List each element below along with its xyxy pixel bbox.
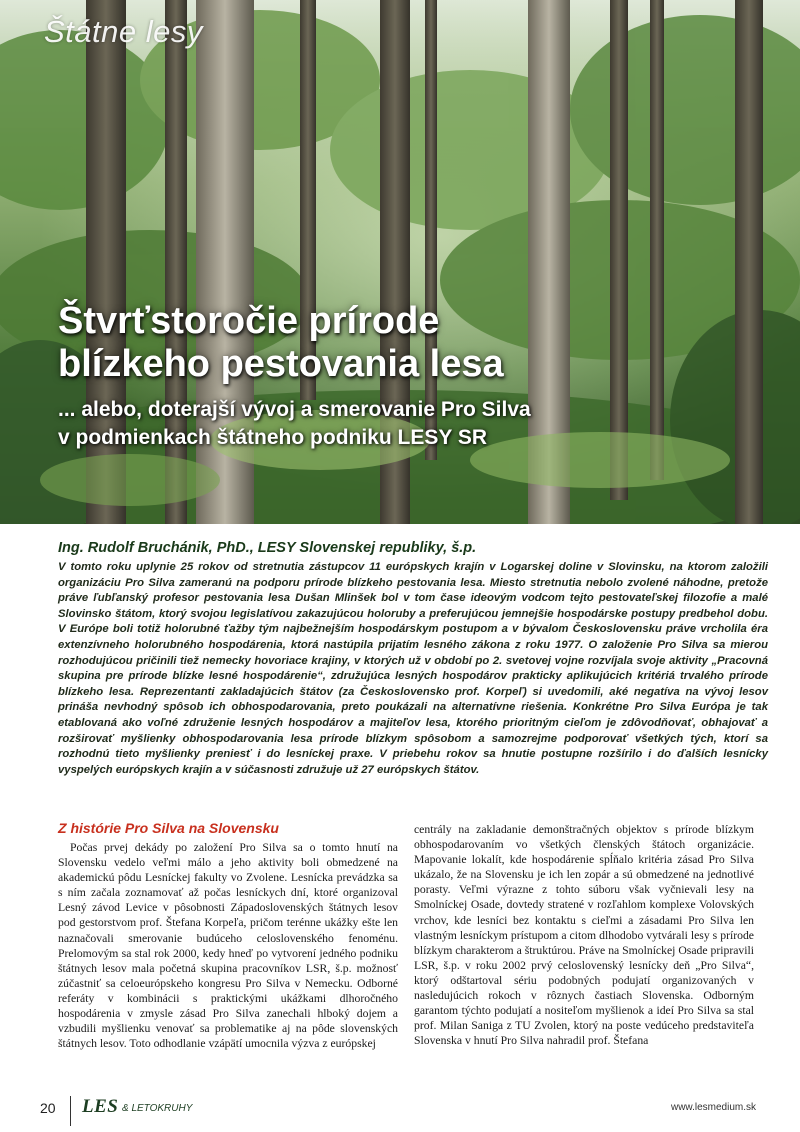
section-tag: Štátne lesy [44,14,203,49]
magazine-logo: LES [82,1096,119,1117]
body-column-left [58,820,398,1051]
section-heading: Z histórie Pro Silva na Slovensku [58,820,279,836]
page-footer [0,1090,800,1132]
author-line: Ing. Rudolf Bruchánik, PhD., LESY Slovenskej republiky, š.p. [58,540,477,556]
body-paragraph: centrály na zakladanie demonštračných objektov s prírode blízkym obhospodarovaním vo všetkých členských štátoch organizácie. Mapovanie lokalít, kde hospodárenie spĺňalo kritéria zásad Pro Silva ukázalo, že na Slovensku je ich len zopár a sú obmedzené na jednotlivé porasty. Veľmi výrazne z tohto súboru však vyčnievali lesy na Smolníckej Osade, dovtedy stratené v rozľahlom komplexe Volovských vrchov, kde lesníci bez kontaktu s cieľmi a zásadami Pro Silva len vlastným lesníckym prístupom a citom dlhodobo vytvárali lesy s prírode blízkym charakterom a štruktúrou. Práve na Smolníckej Osade pripravili LSR, š.p. v roku 2002 prvý celoslovenský lesnícky deň „Pro Silva“, ktorý odštartoval sériu podobných podujatí organizovaných v nasledujúcich rokoch v rôznych častiach Slovenska. Odborným garantom týchto podujatí a nositeľom myšlienok a ideí Pro Silva sa stal prof. Milan Saniga z TU Zvolen, ktorý na poste vedúceho predstaviteľa Slovenska v hnutí Pro Silva nahradil prof. Štefana [414,823,754,1048]
page-title [58,300,698,386]
header-photo [0,0,800,524]
footer-divider [70,1096,71,1126]
body-column-right [414,822,754,1048]
title-line: blízkeho pestovania lesa [58,343,504,385]
page-subtitle [58,396,698,452]
website-link[interactable]: www.lesmedium.sk [670,1102,756,1113]
magazine-logo-sub: & LETOKRUHY [122,1103,193,1114]
subtitle-line: v podmienkach štátneho podniku LESY SR [58,426,488,449]
lead-paragraph: V tomto roku uplynie 25 rokov od stretnutia zástupcov 11 európskych krajín v Logarskej doline v Slovinsku, na ktorom založili organizáciu Pro Silva zameranú na podporu prírode blízkeho pestovania lesa. Miesto stretnutia nebolo zvolené náhodne, pretože práve ľubľanský profesor pestovania lesa Dušan Mlinšek bol v tom čase ideovým vodcom tejto pestovateľskej filozofie a malé Slovinsko štátom, ktorý svojou legislatívou zakazujúcou holoruby a preferujúcou jemnejšie hospodárske postupy predbehol dobu. V Európe boli totiž holorubné ťažby tým najbežnejším hospodárskym postupom a v bývalom Československu práve vrcholila éra extenzívneho holorubného hospodárenia, ktorá nastúpila prijatím lesného zákona z roku 1977. O založenie Pro Silva sa mierou rozhodujúcou pričinili tiež nemecky hovoriace krajiny, v ktorých už v období po 2. svetovej vojne rozvíjala svoje aktivity „Pracovná skupina pre prírode blízke lesné hospodárenie“, združujúca lesných hospodárov prakticky aplikujúcich kritériá trvalého prírode blízkeho lesa. Reprezentanti zakladajúcich štátov (za Československo prof. Korpeľ) si uvedomili, aké negatíva na vývoj lesov prináša nevhodný spôsob ich obhospodarovania, preto poukázali na alternatívne riešenia. Konkrétne Pro Silva Európa je tak etablovaná ako voľné združenie lesných hospodárov a majiteľov lesa, ktorého prioritným cieľom je zdôvodňovať, obhajovať a rozširovať myšlienky obhospodarovania lesa prírode blízkym spôsobom a samozrejme podporovať všetkých tých, ktorí sa rozhodnú tieto myšlienky preniesť i do lesníckej praxe. V priebehu rokov sa hnutie postupne rozšírilo i do ďalších lesnícky vyspelých európskych krajín a v súčasnosti združuje už 27 európskych štátov. [58,561,768,776]
subtitle-line: ... alebo, doterajší vývoj a smerovanie Pro Silva [58,398,531,421]
body-paragraph: Počas prvej dekády po založení Pro Silva sa o tomto hnutí na Slovensku vedelo veľmi málo a jeho aktivity boli obmedzené na akademickú pôdu Lesníckej fakulty vo Zvolene. Lesnícka prevádzka sa s ním začala zoznamovať až počas lesníckych dní, ktoré organizoval Lesný závod Levice v pôsobnosti Západoslovenských štátnych lesov pod gestorstvom prof. Štefana Korpeľa, pričom terénne ukážky ešte len naznačovali smerovanie budúceho celoslovenského fenoménu. Prelomovým sa stal rok 2000, kedy hneď po vytvorení jedného podniku štátnych lesov mala početná skupina pracovníkov LSR, š.p. možnosť zúčastniť sa celoeurópskeho kongresu Pro Silva v Nemecku. Odborné referáty v kombinácii s praktickými ukážkami dlhoročného hospodárenia v zmysle zásad Pro Silva zanechali hlboký dojem a vzbudili myšlienku venovať sa problematike aj na pôde slovenských štátnych lesov. Toto odhodlanie vzápätí umocnila výzva z európskej [58,841,398,1051]
page-number: 20 [40,1100,56,1116]
title-line: Štvrťstoročie prírode [58,300,440,342]
